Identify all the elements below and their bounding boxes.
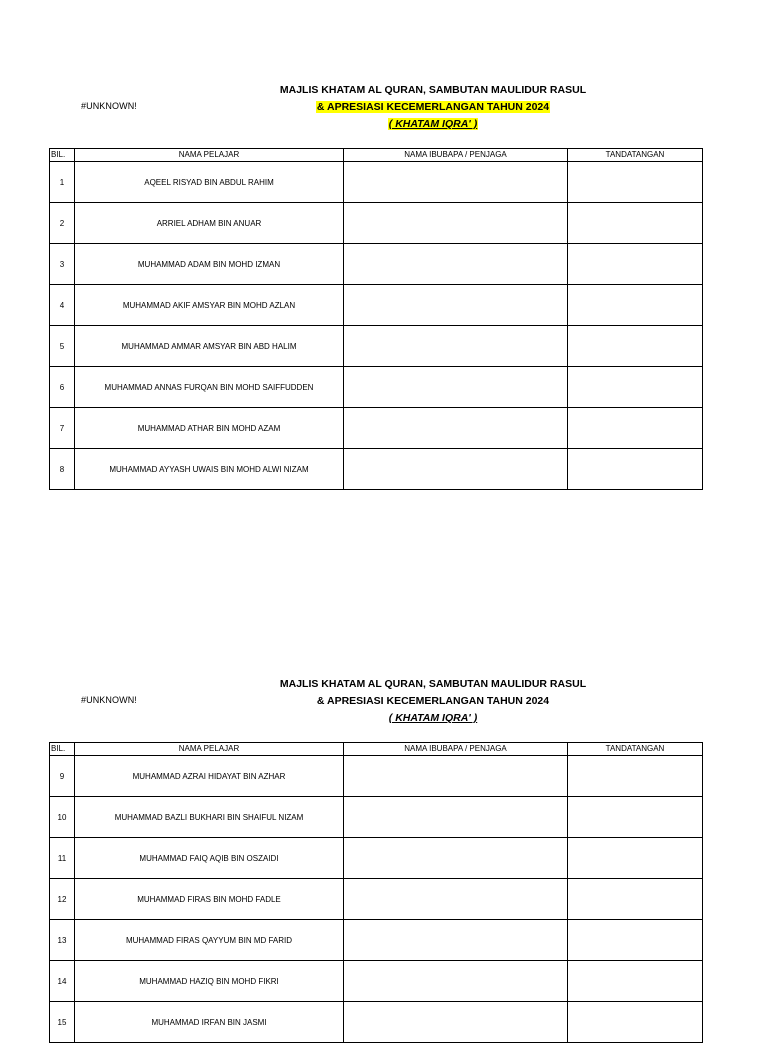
table-row [50,162,703,203]
row-number: 10 [50,797,75,838]
signature-cell[interactable] [568,756,703,797]
student-name: AQEEL RISYAD BIN ABDUL RAHIM [75,162,344,203]
student-name: MUHAMMAD AKIF AMSYAR BIN MOHD AZLAN [75,285,344,326]
student-name: MUHAMMAD ANNAS FURQAN BIN MOHD SAIFFUDDEN [75,367,344,408]
signature-cell[interactable] [568,797,703,838]
parent-name-cell[interactable] [344,879,568,920]
row-number: 4 [50,285,75,326]
table-row [50,408,703,449]
signature-cell[interactable] [568,162,703,203]
signature-cell[interactable] [568,367,703,408]
student-name: MUHAMMAD FIRAS BIN MOHD FADLE [75,879,344,920]
sheet-subtitle: & APRESIASI KECEMERLANGAN TAHUN 2024 [316,101,550,113]
student-table [49,148,703,490]
student-name: MUHAMMAD FIRAS QAYYUM BIN MD FARID [75,920,344,961]
sheet-title-block [200,82,666,133]
signature-cell[interactable] [568,1002,703,1043]
row-number: 7 [50,408,75,449]
parent-name-cell[interactable] [344,449,568,490]
student-name: MUHAMMAD IRFAN BIN JASMI [75,1002,344,1043]
table-row [50,920,703,961]
header-nama-ibubapa: NAMA IBUBAPA / PENJAGA [344,149,568,162]
parent-name-cell[interactable] [344,756,568,797]
signature-cell[interactable] [568,879,703,920]
parent-name-cell[interactable] [344,162,568,203]
table-row [50,879,703,920]
student-name: MUHAMMAD AZRAI HIDAYAT BIN AZHAR [75,756,344,797]
table-row [50,756,703,797]
header-nama-ibubapa: NAMA IBUBAPA / PENJAGA [344,743,568,756]
table-row [50,838,703,879]
parent-name-cell[interactable] [344,408,568,449]
sheet-category: ( KHATAM IQRA' ) [388,118,478,130]
header-bil: BIL. [50,149,75,162]
table-row [50,797,703,838]
signature-cell[interactable] [568,244,703,285]
row-number: 14 [50,961,75,1002]
table-row [50,449,703,490]
parent-name-cell[interactable] [344,203,568,244]
row-number: 9 [50,756,75,797]
table-row [50,285,703,326]
header-tandatangan: TANDATANGAN [568,743,703,756]
parent-name-cell[interactable] [344,838,568,879]
signature-cell[interactable] [568,326,703,367]
row-number: 5 [50,326,75,367]
row-number: 8 [50,449,75,490]
parent-name-cell[interactable] [344,244,568,285]
parent-name-cell[interactable] [344,797,568,838]
signature-cell[interactable] [568,449,703,490]
row-number: 1 [50,162,75,203]
student-name: ARRIEL ADHAM BIN ANUAR [75,203,344,244]
row-number: 12 [50,879,75,920]
sheet-category: ( KHATAM IQRA' ) [388,712,478,724]
header-nama-pelajar: NAMA PELAJAR [75,149,344,162]
parent-name-cell[interactable] [344,920,568,961]
parent-name-cell[interactable] [344,326,568,367]
signature-cell[interactable] [568,920,703,961]
table-row [50,961,703,1002]
row-number: 15 [50,1002,75,1043]
sheet-title: MAJLIS KHATAM AL QURAN, SAMBUTAN MAULIDUR RASUL [279,84,587,96]
sheet-title-block [200,676,666,727]
table-header-row [50,743,703,756]
row-number: 11 [50,838,75,879]
header-nama-pelajar: NAMA PELAJAR [75,743,344,756]
signature-cell[interactable] [568,838,703,879]
table-row [50,244,703,285]
parent-name-cell[interactable] [344,367,568,408]
row-number: 6 [50,367,75,408]
student-name: MUHAMMAD FAIQ AQIB BIN OSZAIDI [75,838,344,879]
student-name: MUHAMMAD ATHAR BIN MOHD AZAM [75,408,344,449]
signature-cell[interactable] [568,285,703,326]
error-cell-label: #UNKNOWN! [81,695,137,705]
student-name: MUHAMMAD BAZLI BUKHARI BIN SHAIFUL NIZAM [75,797,344,838]
header-bil: BIL. [50,743,75,756]
parent-name-cell[interactable] [344,1002,568,1043]
row-number: 2 [50,203,75,244]
table-row [50,326,703,367]
table-row [50,367,703,408]
table-row [50,203,703,244]
table-row [50,1002,703,1043]
student-name: MUHAMMAD HAZIQ BIN MOHD FIKRI [75,961,344,1002]
student-name: MUHAMMAD ADAM BIN MOHD IZMAN [75,244,344,285]
sheet-subtitle: & APRESIASI KECEMERLANGAN TAHUN 2024 [316,695,550,707]
signature-cell[interactable] [568,408,703,449]
sheet-title: MAJLIS KHATAM AL QURAN, SAMBUTAN MAULIDUR RASUL [279,678,587,690]
table-header-row [50,149,703,162]
signature-cell[interactable] [568,203,703,244]
student-name: MUHAMMAD AMMAR AMSYAR BIN ABD HALIM [75,326,344,367]
parent-name-cell[interactable] [344,961,568,1002]
student-name: MUHAMMAD AYYASH UWAIS BIN MOHD ALWI NIZAM [75,449,344,490]
error-cell-label: #UNKNOWN! [81,101,137,111]
row-number: 3 [50,244,75,285]
parent-name-cell[interactable] [344,285,568,326]
header-tandatangan: TANDATANGAN [568,149,703,162]
student-table [49,742,703,1043]
signature-cell[interactable] [568,961,703,1002]
row-number: 13 [50,920,75,961]
